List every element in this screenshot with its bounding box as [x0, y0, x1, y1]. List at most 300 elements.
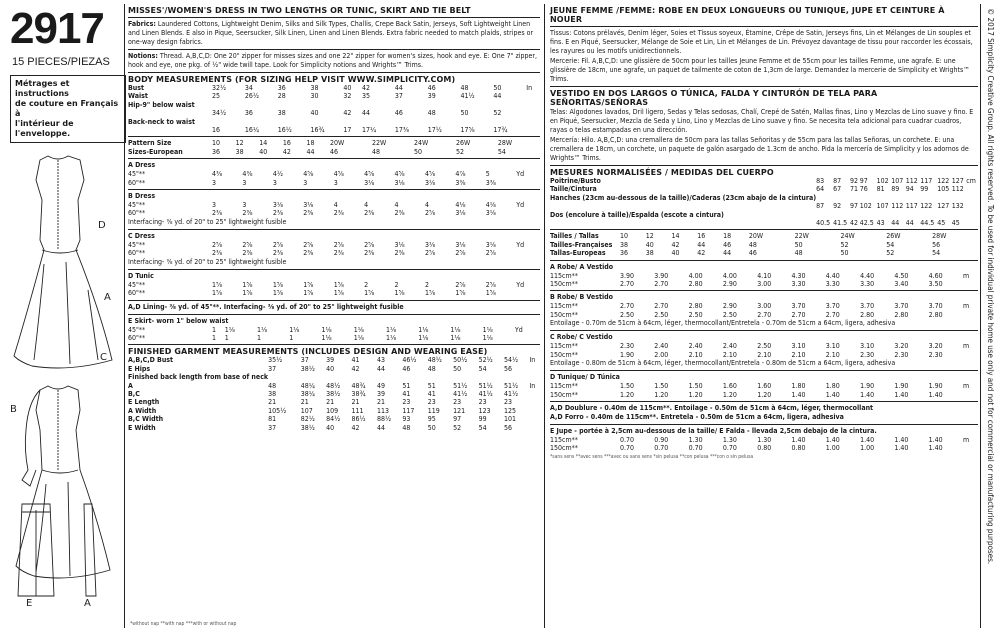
table-cell: 41½	[460, 92, 475, 101]
view-heading: D Tunique/ D Túnica	[550, 373, 620, 382]
table-cell	[516, 289, 540, 297]
view-letter-a: A	[104, 292, 111, 303]
table-cell	[920, 194, 937, 202]
table-cell	[891, 211, 906, 219]
row-label: 45"**	[128, 280, 146, 289]
section-separator	[550, 86, 978, 87]
table-cell	[816, 194, 833, 202]
table-cell: 42.5	[859, 219, 874, 228]
table-cell: 4	[394, 201, 399, 210]
table-row	[550, 280, 978, 288]
table-cell: 40	[326, 423, 335, 432]
section-separator	[128, 72, 540, 73]
table-cell	[479, 373, 504, 381]
table-cell: 3	[212, 201, 217, 210]
table-cell: 48	[402, 423, 411, 432]
table-cell: 89	[891, 185, 900, 194]
table-cell: 24W	[413, 139, 429, 148]
table-cell: 1⅛	[321, 325, 332, 334]
table-cell: 3⅛	[455, 240, 466, 249]
table-cell: 1.40	[928, 435, 943, 444]
table-cell: 48	[427, 109, 436, 118]
measurement-table	[550, 342, 978, 359]
table-cell: 64	[816, 185, 825, 194]
table-cell: 4½	[272, 170, 283, 179]
table-cell: 46	[748, 249, 757, 258]
table-cell: 46	[427, 84, 436, 92]
table-cell	[352, 373, 377, 381]
table-cell	[860, 194, 877, 202]
table-cell: 2.70	[620, 302, 635, 311]
table-cell: 42	[671, 240, 680, 249]
table-cell: 16¾	[310, 126, 325, 135]
table-cell: 38¼	[300, 389, 315, 398]
table-cell: 1⅝	[242, 289, 253, 298]
table-cell: 2⅜	[364, 209, 375, 218]
table-cell: 2.70	[825, 310, 840, 319]
footnote: *without nap **with nap ***with or without nap	[130, 621, 237, 627]
table-cell: 1⅝	[303, 280, 314, 289]
translation-column	[550, 6, 978, 462]
measurement-table	[128, 356, 540, 432]
section-title: JEUNE FEMME /FEMME: ROBE EN DEUX LONGUEURS OU TUNIQUE, JUPE ET CEINTURE À NOUER	[550, 6, 945, 24]
table-cell: 2⅜	[303, 209, 314, 218]
table-cell: In	[529, 356, 536, 365]
table-cell: 1⅝	[272, 280, 283, 289]
table-cell	[343, 101, 362, 109]
table-cell: 52	[493, 109, 502, 118]
table-cell	[526, 101, 540, 109]
table-cell: 56	[503, 364, 512, 373]
table-row	[128, 118, 540, 126]
table-cell: 28	[277, 92, 286, 101]
row-label: 150cm**	[550, 444, 578, 453]
table-cell: 1⅝	[455, 289, 466, 298]
table-cell: 52	[886, 249, 895, 258]
table-cell	[529, 415, 540, 423]
table-cell: 51½	[503, 381, 519, 390]
table-cell: 71	[850, 185, 859, 194]
table-cell: 44	[493, 92, 502, 101]
table-cell: 1.40	[825, 435, 840, 444]
table-cell: 17¼	[362, 126, 377, 135]
table-cell: 2.50	[757, 342, 772, 351]
spanish-title: VESTIDO EN DOS LARGOS O TÚNICA, FALDA Y CINTURÓN DE TELA PARA SEÑORITAS/SEÑORAS	[550, 89, 878, 107]
table-cell: 112	[951, 185, 964, 194]
table-cell: 40.5	[816, 219, 831, 228]
table-cell: 46	[402, 364, 411, 373]
table-cell: 10	[620, 232, 629, 241]
table-cell: m	[962, 302, 970, 311]
table-cell: 3.40	[894, 280, 909, 289]
table-cell: 4	[333, 201, 338, 210]
row-label: Waist	[128, 92, 148, 101]
table-cell: 1.30	[757, 435, 772, 444]
table-cell: 4.50	[894, 271, 909, 280]
table-cell: 2.80	[928, 310, 943, 319]
table-cell: 26W	[455, 139, 471, 148]
table-cell: 4.30	[791, 271, 806, 280]
table-cell: 1	[289, 333, 294, 342]
view-letter-c: C	[100, 352, 107, 363]
table-cell: 1.40	[825, 390, 840, 399]
section-separator	[128, 314, 540, 315]
table-cell	[504, 373, 529, 381]
table-cell	[461, 118, 494, 126]
table-row	[128, 148, 540, 156]
table-cell: 111	[351, 406, 364, 415]
table-cell	[833, 194, 850, 202]
table-cell: 109	[326, 406, 339, 415]
table-cell: 37	[300, 356, 309, 365]
table-cell: 51½	[478, 381, 493, 390]
table-cell: 3.20	[928, 342, 943, 351]
table-cell: 92	[850, 177, 859, 185]
table-cell: 1⅛	[418, 325, 429, 334]
jupe-heading: E Jupe - portée à 2,5cm au-dessous de la taille/ E Falda - llevada 2,5cm debajo de la cintura.	[550, 426, 877, 435]
row-label: A,B,C,D Bust	[128, 356, 174, 365]
interfacing-note: Interfacing- ⅜ yd. of 20" to 25" lightweight fusible	[128, 257, 287, 266]
table-cell: 1.20	[688, 390, 703, 399]
table-cell: 36	[244, 109, 253, 118]
table-cell: 95	[427, 415, 436, 424]
table-cell: 3.50	[928, 280, 943, 289]
table-cell: 1.90	[894, 382, 909, 391]
table-cell: 4⅝	[333, 170, 344, 179]
table-cell: 1.40	[860, 435, 875, 444]
lining-note: A,D Lining- ⅜ yd. of 45"**. Interfacing- ⅜ yd. of 20" to 25" lightweight fusible	[128, 302, 404, 311]
table-cell: 1.90	[860, 382, 875, 391]
table-cell: m	[962, 271, 970, 280]
table-cell: 4.00	[688, 271, 703, 280]
table-cell: 1⅝	[333, 280, 344, 289]
table-cell: 32	[343, 92, 352, 101]
table-row	[128, 241, 540, 249]
french-line: de couture en Français à	[15, 99, 119, 118]
row-label: Pattern Size	[128, 139, 172, 148]
section-separator	[128, 344, 540, 345]
table-row	[550, 177, 978, 185]
table-cell: 21	[351, 398, 360, 407]
french-instructions-box	[10, 75, 126, 143]
table-cell	[326, 373, 351, 381]
table-cell: 14	[259, 139, 268, 148]
table-row	[550, 232, 978, 240]
table-cell: 81	[268, 415, 277, 424]
table-cell: 2⅝	[272, 240, 283, 249]
table-cell: 3.30	[825, 280, 840, 289]
table-cell: 1.20	[654, 390, 669, 399]
table-cell: 16	[282, 139, 291, 148]
table-row	[550, 272, 978, 280]
table-cell: 2⅝	[455, 249, 466, 258]
table-cell: 18	[723, 232, 732, 241]
table-cell: 86½	[351, 415, 366, 424]
table-cell: 2.70	[791, 310, 806, 319]
table-cell: Yd	[516, 170, 525, 179]
table-cell: 44	[306, 147, 315, 156]
table-cell: 2.70	[620, 280, 635, 289]
table-cell: 50	[460, 109, 469, 118]
table-cell: 51	[402, 381, 411, 390]
table-cell: 1.40	[894, 444, 909, 453]
table-cell: 2⅜	[212, 249, 223, 258]
table-cell: 1⅝	[333, 289, 344, 298]
table-cell: 41½	[453, 389, 468, 398]
finished-heading: FINISHED GARMENT MEASUREMENTS (INCLUDES DESIGN AND WEARING EASE)	[128, 347, 488, 357]
table-row	[128, 326, 540, 334]
table-cell: 48	[372, 147, 381, 156]
section-separator	[550, 330, 978, 331]
table-cell: 28W	[497, 139, 513, 148]
table-cell: 54	[497, 147, 506, 156]
table-cell	[278, 101, 311, 109]
table-cell: 3.00	[757, 302, 772, 311]
table-cell: 10	[212, 139, 221, 148]
table-cell: 127	[937, 202, 950, 211]
table-cell: 48	[460, 84, 469, 92]
row-label: Back-neck to waist	[128, 117, 195, 126]
table-cell: 3⅛	[272, 201, 283, 210]
telas-text: Telas: Algodones lavados, Dril ligero, Sedas y Telas sedosas, Chalí, Crepé de Satén, Mallas finas, Lino y Mezclas de Lino suave y fino. E en Piqué, Seersucker, Mezcla de Seda y Lino, Lino y Mezclas de Lino suave y fino. Se necesita tela adicional para cuadrar cuadros, rayas o telas estampadas en una dirección.	[550, 108, 974, 134]
french-line: l'enveloppe.	[15, 129, 71, 138]
table-cell: 38	[645, 249, 654, 258]
table-cell: 41.5	[833, 219, 848, 228]
section-separator	[550, 290, 978, 291]
table-cell: 107	[300, 406, 313, 415]
table-cell: 39	[427, 92, 436, 101]
table-cell: 3.20	[894, 342, 909, 351]
table-cell	[529, 373, 540, 381]
table-cell: 123	[478, 406, 491, 415]
table-cell: 12	[645, 232, 654, 241]
pieces-count: 15 PIECES/PIEZAS	[12, 56, 110, 68]
table-cell: 2⅜	[272, 249, 283, 258]
row-label: 150cm**	[550, 280, 578, 289]
table-cell: 3.10	[791, 342, 806, 351]
table-cell: Yd	[516, 240, 525, 249]
table-cell: 3⅛	[364, 178, 375, 187]
table-cell: 2.40	[688, 342, 703, 351]
row-label: Bust	[128, 84, 145, 92]
view-heading: C Robe/ C Vestido	[550, 333, 613, 342]
table-cell: 2	[364, 280, 369, 289]
table-cell: 26W	[886, 232, 901, 241]
table-cell: 16	[697, 232, 706, 241]
table-cell	[963, 280, 978, 288]
table-cell: 121	[453, 406, 466, 415]
table-cell: 3	[303, 178, 308, 187]
table-cell: 1.90	[928, 382, 943, 391]
table-cell	[493, 118, 526, 126]
table-cell: 3	[242, 201, 247, 210]
table-cell: 54	[886, 240, 895, 249]
table-cell: 48	[427, 364, 436, 373]
table-row	[550, 202, 978, 210]
row-label: 45"**	[128, 325, 146, 334]
table-cell: 1⅛	[353, 325, 364, 334]
table-cell: 3.00	[757, 280, 772, 289]
table-cell: 97	[453, 415, 462, 424]
row-label: A	[128, 381, 133, 390]
table-row	[550, 249, 978, 257]
table-cell: 46½	[402, 356, 417, 365]
table-cell	[453, 373, 478, 381]
table-row	[128, 281, 540, 289]
section-separator	[128, 269, 540, 270]
table-cell: 50	[413, 147, 422, 156]
measurement-table	[128, 281, 540, 298]
table-row	[128, 356, 540, 364]
table-cell: 2⅝	[455, 280, 466, 289]
table-cell: 1.40	[860, 390, 875, 399]
forro-note: A,D Forro - 0.40m de 115cm**. Entretela - 0.50m de 51cm a 64cm, ligera, adhesiva	[550, 412, 844, 421]
table-cell	[906, 194, 921, 202]
table-cell: 50	[840, 249, 849, 258]
table-cell: 1	[224, 333, 229, 342]
table-row	[550, 391, 978, 399]
table-row	[128, 84, 540, 92]
table-cell	[920, 211, 937, 219]
table-cell: 2.30	[620, 342, 635, 351]
table-cell: 4⅜	[212, 170, 223, 179]
measurement-table	[128, 201, 540, 218]
table-cell: 105	[937, 185, 950, 194]
table-row	[550, 444, 978, 452]
table-cell: 46	[330, 147, 339, 156]
table-cell: 44.5	[920, 219, 935, 228]
table-cell: 1.40	[894, 390, 909, 399]
table-cell: 17⅜	[394, 126, 409, 135]
table-cell: 1⅝	[303, 289, 314, 298]
table-row	[128, 179, 540, 187]
table-row	[550, 351, 978, 359]
row-label: Finished back length from base of neck	[128, 373, 269, 382]
table-cell	[966, 219, 978, 227]
table-cell	[212, 101, 245, 109]
view-letter-a-belt: A	[84, 598, 91, 609]
table-cell	[301, 373, 326, 381]
table-cell	[362, 101, 395, 109]
row-label: Hip-9" below waist	[128, 100, 195, 109]
table-cell	[963, 351, 978, 359]
table-cell: 3⅛	[455, 209, 466, 218]
table-cell: 44	[376, 364, 385, 373]
table-cell: 3.70	[860, 302, 875, 311]
table-cell: 2⅝	[212, 240, 223, 249]
table-cell	[833, 211, 850, 219]
fabrics-label: Fabrics:	[128, 20, 156, 28]
table-row	[550, 311, 978, 319]
table-cell: 1.30	[688, 435, 703, 444]
table-cell	[860, 211, 877, 219]
table-cell: 0.90	[654, 435, 669, 444]
table-cell: Yd	[514, 325, 523, 334]
view-letter-b: B	[10, 404, 17, 415]
table-cell: 3.70	[825, 302, 840, 311]
table-cell	[529, 424, 540, 432]
table-cell: 23	[402, 398, 411, 407]
measurement-table	[128, 170, 540, 187]
table-cell: 34	[244, 84, 253, 92]
table-cell: 2.90	[722, 302, 737, 311]
table-cell: 41½	[503, 389, 519, 398]
table-cell: 67	[833, 185, 842, 194]
table-cell: 1⅝	[272, 289, 283, 298]
notions-label: Notions:	[128, 52, 158, 60]
view-heading: B Robe/ B Vestido	[550, 293, 613, 302]
table-cell: 3	[242, 178, 247, 187]
view-heading: C Dress	[128, 231, 155, 240]
table-cell	[402, 373, 427, 381]
section-separator	[128, 158, 540, 159]
table-cell: 4	[364, 201, 369, 210]
row-label: 115cm**	[550, 302, 578, 311]
row-label: 60"**	[128, 289, 146, 298]
table-cell: 3⅛	[424, 178, 436, 187]
table-row	[128, 126, 540, 134]
table-cell: 49	[376, 381, 385, 390]
table-cell: 125	[503, 406, 516, 415]
table-row	[128, 407, 540, 415]
row-label: B,C Width	[128, 415, 164, 424]
table-cell	[850, 211, 860, 219]
table-cell	[516, 249, 540, 257]
section-separator	[128, 136, 540, 137]
skirt-heading: E Skirt- worn 1" below waist	[128, 316, 229, 325]
row-label: 45"**	[128, 240, 146, 249]
table-cell: 2.30	[894, 350, 909, 359]
table-row	[128, 390, 540, 398]
table-cell	[952, 211, 967, 219]
measurement-table	[550, 272, 978, 289]
table-cell: 117	[402, 406, 415, 415]
divider	[124, 4, 125, 628]
table-cell: 20W	[330, 139, 345, 148]
table-cell: 21	[300, 398, 309, 407]
table-cell: 119	[427, 406, 440, 415]
section-separator	[550, 229, 978, 230]
table-cell: 2⅜	[333, 249, 344, 258]
table-cell: 41	[427, 389, 436, 398]
table-cell: 107	[891, 177, 904, 185]
table-cell: 40	[671, 249, 680, 258]
table-cell: 3⅜	[455, 178, 466, 187]
table-cell: m	[962, 382, 970, 391]
section-separator	[128, 229, 540, 230]
view-letter-d: D	[98, 220, 106, 231]
table-cell: 40	[343, 84, 352, 92]
row-label: 150cm**	[550, 390, 578, 399]
row-label: Tallas-Europeas	[550, 249, 606, 258]
table-cell	[516, 179, 540, 187]
table-cell: 40	[310, 109, 319, 118]
table-cell: 83	[816, 177, 825, 185]
table-cell: 4⅝	[394, 170, 405, 179]
table-cell: 51	[427, 381, 436, 390]
table-cell: 2.70	[654, 280, 669, 289]
table-cell: 38¾	[351, 389, 366, 398]
table-cell: 37	[268, 364, 277, 373]
table-cell: 30	[310, 92, 319, 101]
table-cell: 2.10	[825, 350, 840, 359]
table-cell: 2⅝	[424, 249, 436, 258]
table-cell: 2⅜	[333, 209, 344, 218]
table-cell: 35½	[268, 356, 283, 365]
table-cell: 17	[343, 126, 352, 135]
table-row	[550, 302, 978, 310]
interfacing-note: Entoilage - 0.80m de 51cm à 64cm, léger, thermocollant/Entretela - 0.80m de 51cm a 64cm, ligera, adhesiva	[550, 359, 896, 368]
